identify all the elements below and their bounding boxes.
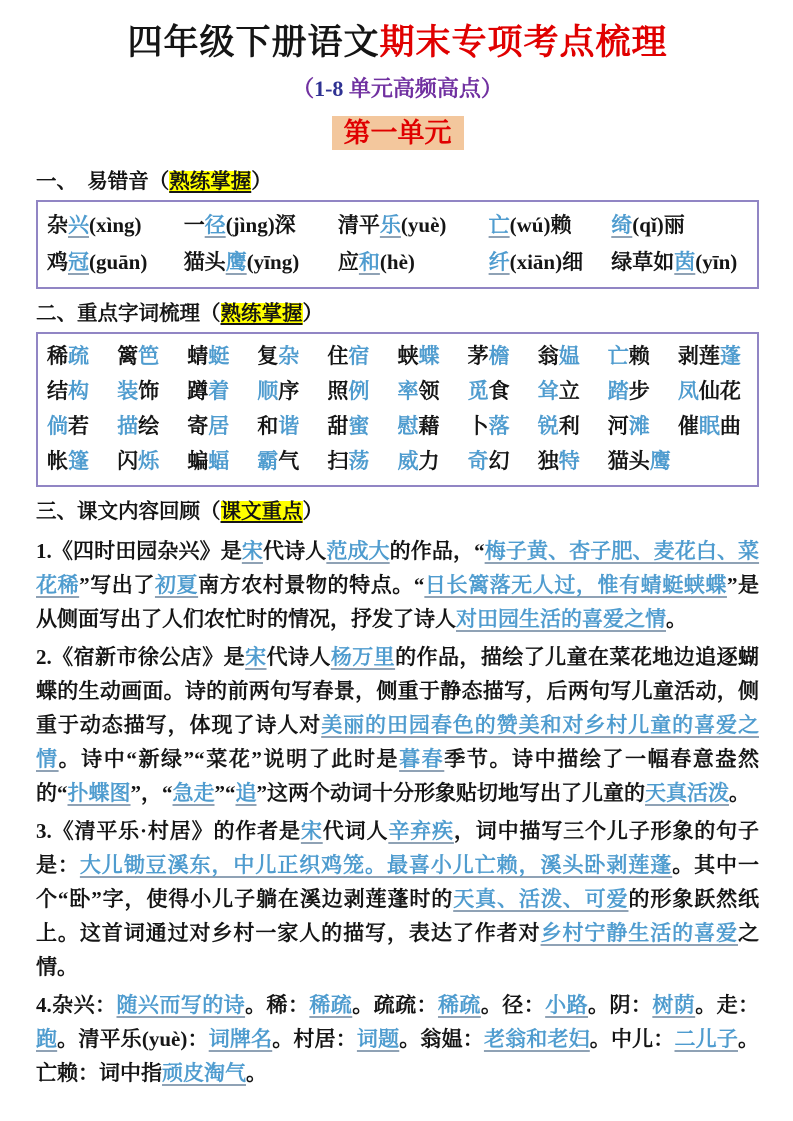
word-cell: [187, 339, 257, 374]
text-run: 蝙: [187, 449, 209, 473]
text-run: (yuè): [400, 213, 447, 237]
text-run: 步: [628, 379, 650, 403]
paragraph-2: [36, 640, 759, 810]
heading-highlight: 熟练掌握: [220, 303, 303, 325]
text-run: (xiān)细: [509, 250, 584, 274]
key-term: 急走: [172, 781, 215, 805]
heading-text: ）: [302, 501, 323, 523]
word-cell: [678, 339, 748, 374]
heading-highlight: 课文重点: [220, 501, 303, 523]
key-term: 奇: [467, 449, 489, 473]
text-run: 杂: [47, 213, 68, 237]
paragraph-1: [36, 534, 759, 636]
review-content: [36, 534, 759, 1090]
text-run: (wú)赖: [509, 213, 572, 237]
text-run: 气: [278, 449, 300, 473]
text-run: ”是从侧面写出了人们农忙时的情况，抒发了诗人: [36, 573, 760, 631]
text-run: 。村居：: [272, 1027, 357, 1051]
key-term: 对田园生活的喜爱之情: [456, 607, 666, 631]
word-cell: [397, 339, 467, 374]
key-term: 檐: [488, 344, 510, 368]
section-heading-vocab: [36, 300, 759, 328]
text-run: 猫头: [183, 250, 226, 274]
heading-text: 二、重点字词梳理（: [36, 303, 221, 325]
text-run: 蹲: [187, 379, 209, 403]
text-run: 复: [257, 344, 279, 368]
text-run: 。中儿：: [589, 1027, 675, 1051]
word-cell: [327, 409, 397, 444]
word-cell: [608, 339, 678, 374]
unit-header-label: 第一单元: [332, 116, 464, 150]
text-run: 和: [257, 414, 279, 438]
word-cell: [468, 374, 538, 409]
text-run: 。: [729, 781, 750, 805]
key-term: 居: [208, 414, 230, 438]
key-term: 觅: [467, 379, 489, 403]
key-term: 大儿锄豆溪东，中儿正织鸡笼。最喜小儿亡赖，溪头卧剥莲蓬: [79, 853, 673, 877]
text-run: 翁: [537, 344, 559, 368]
paragraph-3: [36, 814, 759, 984]
page-title-red: 期末专项考点梳理: [379, 23, 668, 62]
text-run: 猫头: [607, 449, 650, 473]
key-term: 滩: [628, 414, 650, 438]
word-cell: [397, 409, 467, 444]
key-term: 媪: [558, 344, 580, 368]
text-run: 。径：: [480, 993, 546, 1017]
text-run: 1.《四时田园杂兴》是: [36, 539, 242, 563]
text-run: 。: [246, 1061, 267, 1085]
text-run: 寄: [187, 414, 209, 438]
key-term: 构: [68, 379, 89, 403]
key-term: 径: [204, 213, 226, 237]
key-term: 兴: [68, 213, 89, 237]
text-run: 代词人: [322, 819, 389, 843]
word-cell: [257, 374, 327, 409]
key-term: 落: [488, 414, 510, 438]
key-term: 篷: [68, 449, 89, 473]
key-term: 倘: [47, 414, 68, 438]
key-term: 顺: [257, 379, 279, 403]
key-term: 蜜: [348, 414, 370, 438]
text-run: 幻: [488, 449, 510, 473]
word-cell: [47, 409, 117, 444]
text-run: 3.《清平乐·村居》的作者是: [36, 819, 301, 843]
key-term: 树荫: [652, 993, 696, 1017]
word-cell: [327, 339, 397, 374]
word-cell: [538, 374, 608, 409]
word-cell: [257, 339, 327, 374]
word-cell: [47, 444, 117, 479]
text-run: 。稀：: [245, 993, 310, 1017]
heading-text: 一、 易错音（: [36, 171, 170, 193]
text-run: 。疏疏：: [352, 993, 438, 1017]
word-cell: [47, 207, 184, 244]
word-cell: [538, 409, 608, 444]
key-term: 和: [358, 250, 380, 274]
key-term: 踏: [607, 379, 629, 403]
text-run: 利: [558, 414, 580, 438]
pinyin-table: [36, 200, 759, 289]
key-term: 蝶: [418, 344, 440, 368]
text-run: ”，“: [130, 781, 173, 805]
text-run: 鸡: [47, 250, 68, 274]
vocab-table: [36, 332, 759, 487]
text-run: 。: [666, 607, 687, 631]
text-run: 。阴：: [588, 993, 653, 1017]
text-run: 茅: [467, 344, 489, 368]
key-term: 亡: [607, 344, 629, 368]
word-cell: [327, 444, 397, 479]
word-cell: [117, 409, 187, 444]
key-term: 威: [397, 449, 419, 473]
table-row: [47, 444, 748, 479]
key-term: 暮春: [399, 747, 445, 771]
heading-text: ）: [302, 303, 323, 325]
text-run: 一: [183, 213, 205, 237]
key-term: 杨万里: [330, 645, 396, 669]
text-run: 卜: [467, 414, 489, 438]
text-run: 2.《宿新市徐公店》是: [36, 645, 246, 669]
key-term: 乐: [379, 213, 401, 237]
key-term: 特: [558, 449, 580, 473]
key-term: 顽皮淘气: [162, 1061, 246, 1085]
word-cell: [538, 339, 608, 374]
word-cell: [397, 374, 467, 409]
text-run: (hè): [379, 250, 415, 274]
text-run: 藉: [418, 414, 440, 438]
text-run: 赖: [628, 344, 650, 368]
word-cell: [184, 207, 338, 244]
key-term: 老翁和老妇: [483, 1027, 590, 1051]
text-run: 剥莲: [677, 344, 720, 368]
text-run: 4.杂兴：: [36, 993, 117, 1017]
text-run: 住: [327, 344, 349, 368]
word-cell: [608, 374, 678, 409]
text-run: 代诗人: [262, 539, 327, 563]
text-run: 。清平乐(yuè)：: [57, 1027, 209, 1051]
key-term: 二儿子: [674, 1027, 738, 1051]
key-term: 扑蝶图: [67, 781, 131, 805]
text-run: 结: [47, 379, 68, 403]
text-run: 稀: [47, 344, 68, 368]
key-term: 梅子黄、杏子肥、麦花白、菜花稀: [36, 539, 760, 597]
text-run: 的形象跃然纸上。这首词通过对乡村一家人的描写，表达了作者对: [36, 887, 760, 945]
text-run: 篱: [117, 344, 139, 368]
word-cell: [327, 374, 397, 409]
key-term: 凤: [677, 379, 699, 403]
text-run: ”写出了: [79, 573, 155, 597]
key-term: 烁: [138, 449, 160, 473]
word-cell: [257, 409, 327, 444]
text-run: ”“: [214, 781, 236, 805]
text-run: 食: [488, 379, 510, 403]
key-term: 稀疏: [309, 993, 353, 1017]
text-run: 之情。: [36, 921, 759, 979]
key-term: 美丽的田园春色的赞美和对乡村儿童的喜爱之情: [36, 713, 759, 771]
word-cell: [117, 374, 187, 409]
key-term: 慰: [397, 414, 419, 438]
key-term: 蓬: [719, 344, 741, 368]
section-heading-pinyin: [36, 168, 759, 196]
key-term: 乡村宁静生活的喜爱: [540, 921, 738, 945]
text-run: (qǐ)丽: [632, 213, 685, 237]
text-run: 甜: [327, 414, 349, 438]
text-run: 清平: [337, 213, 380, 237]
key-term: 小路: [545, 993, 589, 1017]
unit-header: [36, 114, 759, 157]
text-run: 饰: [138, 379, 160, 403]
word-cell: [678, 374, 748, 409]
key-term: 辛弃疾: [388, 819, 454, 843]
word-cell: [117, 339, 187, 374]
text-run: 序: [278, 379, 300, 403]
word-cell: [611, 244, 748, 281]
text-run: (guān): [89, 250, 148, 274]
word-cell: [538, 444, 608, 479]
text-run: ”这两个动词十分形象贴切地写出了儿童的: [256, 781, 645, 805]
word-cell: [468, 444, 538, 479]
text-run: 的作品，“: [389, 539, 485, 563]
text-run: 蛱: [397, 344, 419, 368]
word-cell: [187, 409, 257, 444]
text-run: 代诗人: [266, 645, 331, 669]
key-term: 鹰: [649, 449, 671, 473]
text-run: 仙花: [698, 379, 741, 403]
section-heading-review: [36, 498, 759, 526]
subtitle-open-paren: （: [292, 76, 315, 101]
key-term: 稀疏: [437, 993, 481, 1017]
word-cell: [184, 244, 338, 281]
text-run: ，词中描写三个儿子形象的句子是：: [36, 819, 760, 877]
key-term: 纤: [488, 250, 510, 274]
word-cell: [187, 444, 257, 479]
word-cell: [489, 207, 612, 244]
key-term: 锐: [537, 414, 559, 438]
word-cell: [468, 409, 538, 444]
key-term: 杂: [278, 344, 300, 368]
text-run: 若: [68, 414, 89, 438]
text-run: 独: [537, 449, 559, 473]
word-cell: [47, 374, 117, 409]
key-term: 初夏: [154, 573, 199, 597]
table-row: [47, 207, 748, 244]
text-run: 南方农村景物的特点。“: [198, 573, 425, 597]
key-term: 天真活泼: [645, 781, 729, 805]
key-term: 范成大: [326, 539, 390, 563]
key-term: 荡: [348, 449, 370, 473]
text-run: 照: [327, 379, 349, 403]
text-run: 立: [558, 379, 580, 403]
text-run: 季节。诗中描绘了一幅春意盎然的“: [36, 747, 759, 805]
text-run: (yīng): [246, 250, 300, 274]
paragraph-4: [36, 988, 759, 1090]
heading-text: ）: [251, 171, 272, 193]
word-cell: [608, 444, 678, 479]
text-run: 河: [607, 414, 629, 438]
word-cell: [468, 339, 538, 374]
text-run: 绿草如: [611, 250, 675, 274]
text-run: 蜻: [187, 344, 209, 368]
key-term: 谐: [278, 414, 300, 438]
text-run: 闪: [117, 449, 139, 473]
key-term: 跑: [36, 1027, 58, 1051]
key-term: 霸: [257, 449, 279, 473]
text-run: 扫: [327, 449, 349, 473]
key-term: 率: [397, 379, 419, 403]
word-cell: [47, 244, 184, 281]
page-subtitle: [36, 75, 759, 103]
text-run: 绘: [138, 414, 160, 438]
key-term: 茵: [674, 250, 696, 274]
word-cell: [611, 207, 748, 244]
key-term: 蜓: [208, 344, 230, 368]
key-term: 冠: [68, 250, 89, 274]
text-run: 曲: [719, 414, 741, 438]
table-row: [47, 374, 748, 409]
key-term: 疏: [68, 344, 89, 368]
word-cell: [47, 339, 117, 374]
heading-text: 三、课文内容回顾（: [36, 501, 221, 523]
key-term: 笆: [138, 344, 160, 368]
table-row: [47, 409, 748, 444]
text-run: 。其中一个“卧”字，使得小儿子躺在溪边剥莲蓬时的: [36, 853, 759, 911]
key-term: 宋: [241, 539, 263, 563]
word-cell: [187, 374, 257, 409]
key-term: 日长篱落无人过，惟有蜻蜓蛱蝶: [424, 573, 727, 597]
text-run: 。走：: [695, 993, 760, 1017]
subtitle-text: 单元高频高点）: [343, 76, 503, 101]
text-run: 。诗中“新绿”“菜花”说明了此时是: [58, 747, 400, 771]
key-term: 描: [117, 414, 139, 438]
table-row: [47, 244, 748, 281]
key-term: 词题: [356, 1027, 400, 1051]
key-term: 耸: [537, 379, 559, 403]
word-cell: [608, 409, 678, 444]
text-run: 领: [418, 379, 440, 403]
key-term: 眠: [698, 414, 720, 438]
word-cell: [257, 444, 327, 479]
text-run: 帐: [47, 449, 68, 473]
word-cell: [338, 207, 489, 244]
key-term: 随兴而写的诗: [116, 993, 246, 1017]
key-term: 天真、活泼、可爱: [453, 887, 629, 911]
key-term: 词牌名: [208, 1027, 273, 1051]
text-run: 。翁媪：: [399, 1027, 484, 1051]
page-title-black: 四年级下册语文: [127, 23, 380, 62]
key-term: 装: [117, 379, 139, 403]
key-term: 蝠: [208, 449, 230, 473]
text-run: 的作品，描绘了儿童在菜花地边追逐蝴蝶的生动画面。诗的前两句写春景，侧重于静态描写，后两句写儿童活动，侧重于动态描写，体现了诗人对: [36, 645, 760, 737]
key-term: 鹰: [225, 250, 247, 274]
text-run: 应: [337, 250, 359, 274]
text-run: 催: [677, 414, 699, 438]
key-term: 例: [348, 379, 370, 403]
word-cell: [489, 244, 612, 281]
key-term: 宋: [300, 819, 323, 843]
key-term: 宋: [245, 645, 267, 669]
subtitle-unit-range: 1-8: [314, 76, 344, 101]
key-term: 绮: [611, 213, 633, 237]
text-run: 力: [418, 449, 440, 473]
text-run: (xìng): [89, 213, 142, 237]
word-cell: [678, 409, 748, 444]
text-run: 。亡赖：词中指: [36, 1027, 759, 1085]
key-term: 着: [208, 379, 230, 403]
heading-highlight: 熟练掌握: [169, 171, 252, 193]
table-row: [47, 339, 748, 374]
word-cell: [117, 444, 187, 479]
text-run: (yīn): [695, 250, 738, 274]
key-term: 追: [235, 781, 257, 805]
key-term: 亡: [488, 213, 510, 237]
word-cell: [397, 444, 467, 479]
page-title: [36, 20, 759, 66]
text-run: (jìng)深: [225, 213, 296, 237]
key-term: 宿: [348, 344, 370, 368]
word-cell: [338, 244, 489, 281]
